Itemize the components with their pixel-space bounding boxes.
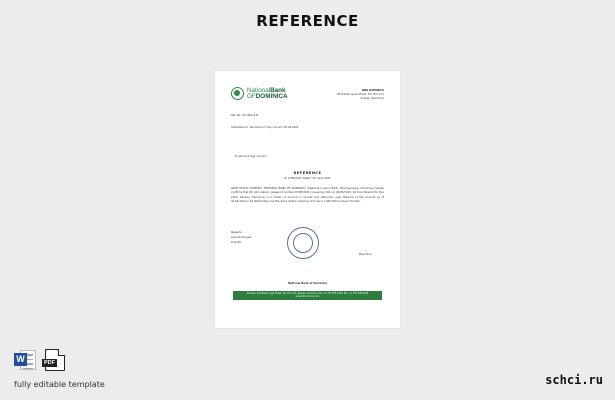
word-icon[interactable]	[14, 349, 36, 371]
document-body: JOINT STOCK COMPANY "NATIONAL BANK OF DOMINICA" (National Coupon Bank, Pharmacopeia, Dominica) hereby confirms that Mr. John Gibson (passport number 0745533211 issued by OCL on 20/05/2015, 24 Cork Street, P.O. Box 1209, Roseau, Dominica) is a holder of account in current and restriction year. Balance of the account as of 30.04.2021 is 10 000 Dollars one thousand dollars, balance of funds is 1 000 000 hundred of limits.	[231, 187, 384, 204]
footer-line: Address: 64 Hillsborough Street, P.O. Box 271, Roseau, Dominica, Tel: +1 767 255-2300, Fax: +1 767 448-3982	[246, 292, 369, 295]
signature-name-right: Blue Farro	[358, 253, 372, 256]
document-title: REFERENCE	[293, 171, 322, 175]
tagline: fully editable template	[14, 380, 105, 389]
stamp-center	[293, 233, 313, 253]
addressee: To whom it may concern	[235, 155, 267, 158]
bank-emblem-icon	[231, 87, 244, 100]
signature-block	[231, 231, 251, 246]
document-subtitle: № 1789/2021 dated "30" April 2021	[284, 177, 331, 180]
bank-stamp	[287, 227, 319, 259]
address-line: Roseau, Dominica	[360, 97, 384, 100]
file-format-icons	[14, 349, 65, 371]
signature-line: Anna Rodriguez	[231, 235, 252, 239]
footer-bank-name: National Bank of Dominica	[288, 282, 327, 285]
reference-number: Ref. No: 01-1002/3-B	[231, 114, 258, 117]
address-line: 64 Hillsborough Street, P.O. Box 271	[337, 93, 384, 96]
footer-line: www.nbdominica.com	[295, 295, 320, 299]
logo-text-national: National	[247, 86, 271, 94]
document-preview[interactable]	[215, 71, 400, 328]
pdf-icon[interactable]	[45, 349, 65, 371]
footer-contact-bar	[233, 291, 382, 300]
word-badge: W	[14, 353, 27, 366]
logo-text-bank: Bank	[270, 86, 286, 94]
logo-text-of: OF	[247, 92, 256, 100]
pdf-label: PDF	[44, 360, 55, 366]
signature-line: Regards,	[231, 231, 243, 234]
bank-address	[337, 89, 384, 101]
logo-text-dominica: DOMINICA	[255, 92, 288, 100]
page-heading: REFERENCE	[256, 12, 359, 30]
site-name[interactable]: schci.ru	[545, 373, 603, 387]
delivery-line: Addressed to: the whom it may concern 30.04.2021	[231, 126, 299, 129]
bank-logo	[231, 87, 288, 100]
address-line: NBD DOMINICA	[361, 89, 384, 92]
signature-line: Director	[231, 240, 242, 244]
